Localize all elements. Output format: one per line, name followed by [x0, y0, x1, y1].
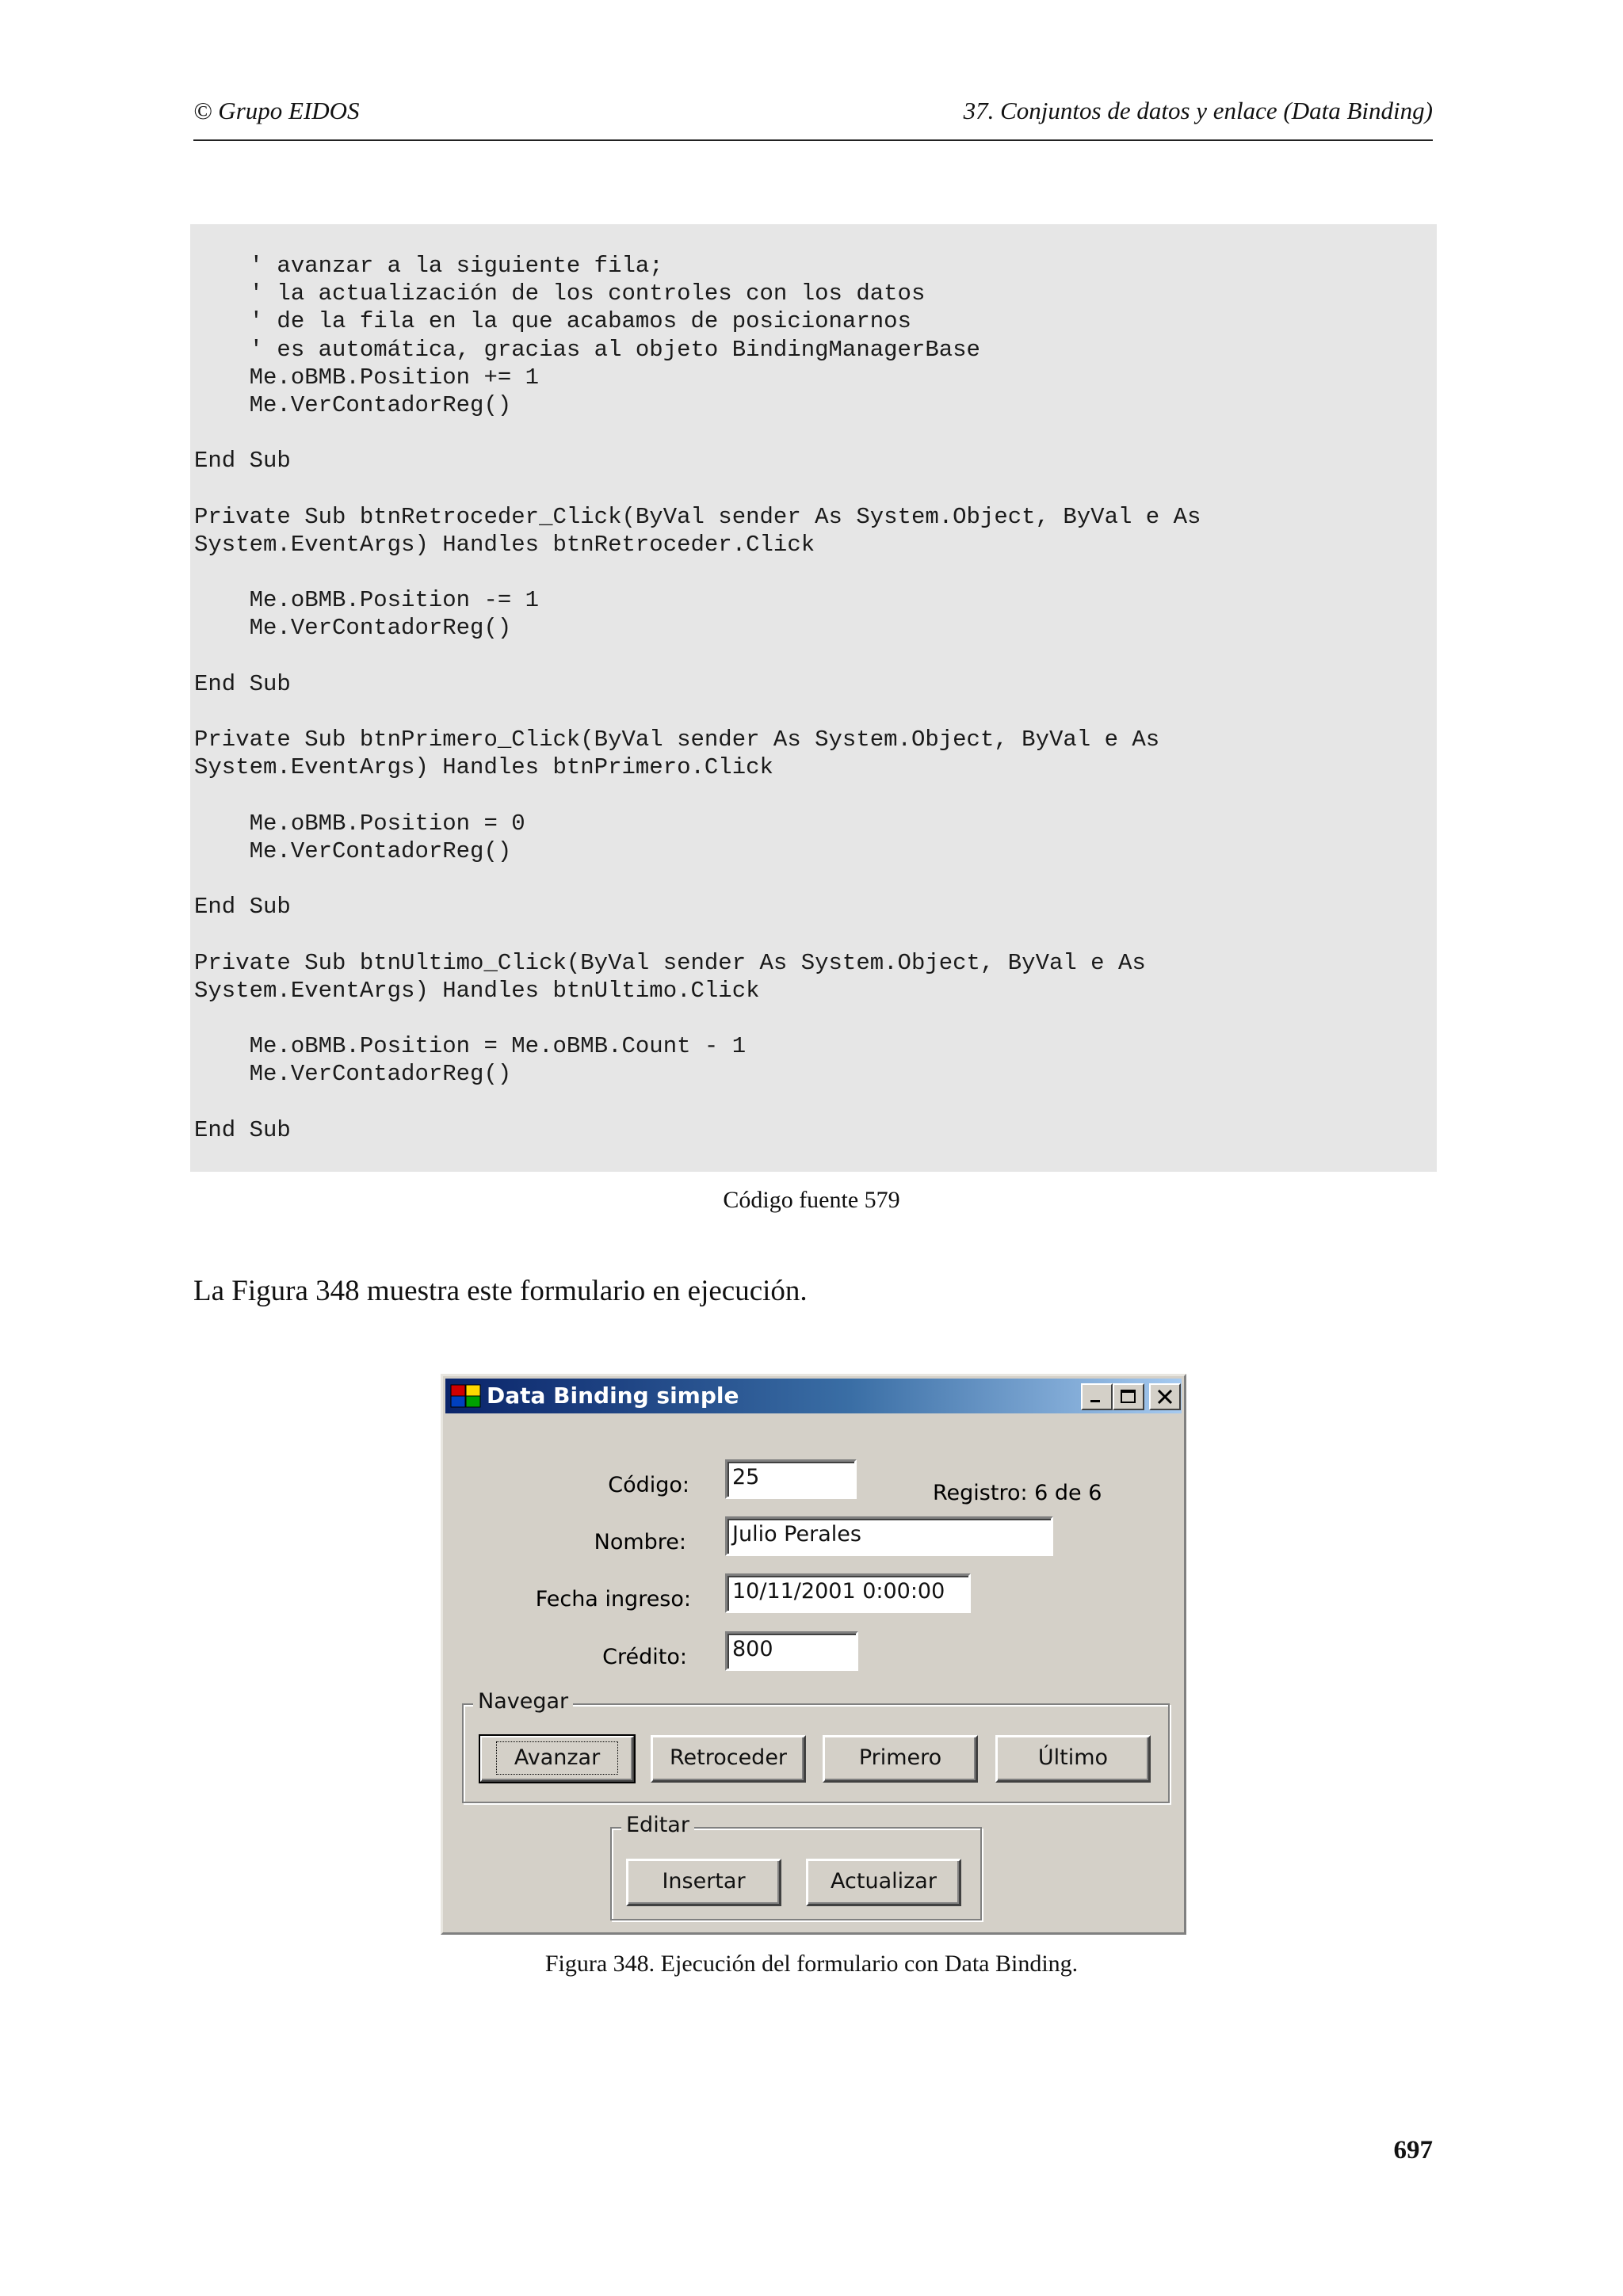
ultimo-button[interactable]: Último [995, 1735, 1151, 1783]
code-line: Me.oBMB.Position -= 1 [194, 587, 540, 614]
insertar-button[interactable]: Insertar [626, 1859, 781, 1906]
editar-legend: Editar [621, 1813, 694, 1837]
fecha-ingreso-label: Fecha ingreso: [535, 1587, 691, 1611]
code-line [194, 698, 1437, 726]
header-chapter-title: 37. Conjuntos de datos y enlace (Data Binding) [963, 97, 1433, 124]
code-line: System.EventArgs) Handles btnRetroceder.Click [194, 531, 815, 558]
code-line [194, 475, 1437, 503]
retroceder-button[interactable]: Retroceder [651, 1735, 806, 1783]
code-line: System.EventArgs) Handles btnUltimo.Click [194, 977, 760, 1004]
window-title: Data Binding simple [487, 1383, 739, 1409]
code-line [194, 1005, 1437, 1032]
avanzar-button-label: Avanzar [496, 1741, 618, 1775]
code-line: Me.VerContadorReg() [194, 837, 512, 864]
code-line: ' de la fila en la que acabamos de posicionarnos [194, 308, 911, 335]
app-icon [450, 1383, 482, 1409]
code-line [194, 1089, 1437, 1116]
data-binding-window [441, 1374, 1186, 1935]
code-line [194, 921, 1437, 949]
minimize-button[interactable] [1081, 1383, 1113, 1410]
fecha-ingreso-field[interactable]: 10/11/2001 0:00:00 [725, 1573, 971, 1613]
maximize-button[interactable] [1113, 1383, 1144, 1410]
page-header [193, 93, 1433, 141]
actualizar-button[interactable]: Actualizar [806, 1859, 961, 1906]
code-line: ' avanzar a la siguiente fila; [194, 253, 663, 279]
navegar-groupbox [462, 1689, 1170, 1803]
navegar-legend: Navegar [473, 1689, 573, 1714]
code-line: End Sub [194, 1116, 291, 1143]
figure-caption: Figura 348. Ejecución del formulario con Data Binding. [544, 1951, 1079, 1977]
maximize-icon [1120, 1389, 1137, 1405]
code-line: Me.VerContadorReg() [194, 615, 512, 642]
code-line: Me.VerContadorReg() [194, 391, 512, 418]
code-line [194, 419, 1437, 447]
code-line [194, 559, 1437, 586]
code-line: End Sub [194, 448, 291, 475]
codigo-label: Código: [608, 1473, 689, 1497]
code-line: System.EventArgs) Handles btnPrimero.Click [194, 754, 773, 781]
nombre-field[interactable]: Julio Perales [725, 1516, 1053, 1556]
code-line: ' la actualización de los controles con los datos [194, 280, 926, 307]
body-paragraph: La Figura 348 muestra este formulario en ejecución. [193, 1275, 808, 1307]
code-line [194, 782, 1437, 810]
code-line: Private Sub btnPrimero_Click(ByVal sender As System.Object, ByVal e As [194, 727, 1160, 753]
header-publisher: © Grupo EIDOS [193, 97, 360, 124]
code-line: End Sub [194, 670, 291, 697]
credito-field[interactable]: 800 [725, 1631, 858, 1671]
code-line: End Sub [194, 894, 291, 921]
credito-label: Crédito: [602, 1645, 687, 1669]
minimize-icon [1088, 1389, 1106, 1405]
page-number: 697 [1393, 2136, 1433, 2164]
code-line: Me.VerContadorReg() [194, 1061, 512, 1088]
code-line [194, 865, 1437, 893]
nombre-label: Nombre: [594, 1530, 686, 1554]
code-line: Me.oBMB.Position += 1 [194, 364, 540, 391]
code-listing [190, 224, 1437, 1172]
code-line: Me.oBMB.Position = Me.oBMB.Count - 1 [194, 1033, 747, 1060]
codigo-field[interactable]: 25 [725, 1459, 857, 1499]
avanzar-button[interactable] [479, 1735, 635, 1783]
registro-counter: Registro: 6 de 6 [933, 1481, 1102, 1505]
close-icon [1156, 1389, 1174, 1405]
code-line: Me.oBMB.Position = 0 [194, 810, 525, 837]
close-button[interactable] [1149, 1383, 1181, 1410]
editar-groupbox [610, 1813, 982, 1920]
code-line: ' es automática, gracias al objeto BindingManagerBase [194, 336, 980, 363]
code-caption: Código fuente 579 [723, 1187, 900, 1213]
code-line: Private Sub btnUltimo_Click(ByVal sender As System.Object, ByVal e As [194, 949, 1146, 976]
primero-button[interactable]: Primero [823, 1735, 978, 1783]
code-line [194, 643, 1437, 670]
title-bar[interactable] [445, 1379, 1182, 1413]
code-line: Private Sub btnRetroceder_Click(ByVal sender As System.Object, ByVal e As [194, 503, 1201, 530]
